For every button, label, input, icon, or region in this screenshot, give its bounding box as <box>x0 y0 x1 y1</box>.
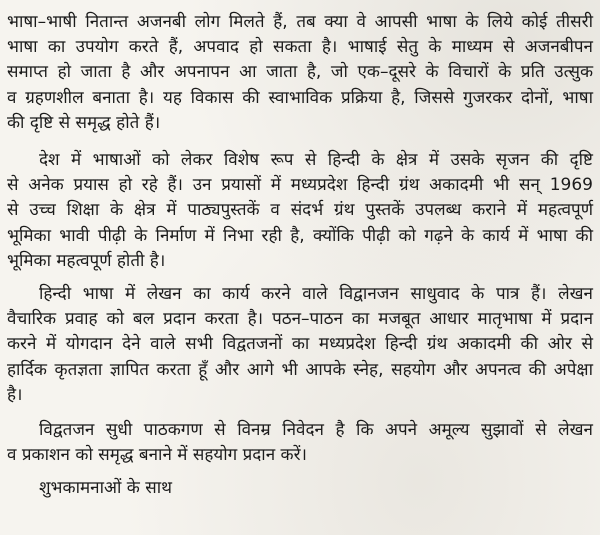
text-line: भाषा का उपयोग करते हैं, अपवाद हो सकता है। भाषाई सेतु के माध्यम से अजनबीपन <box>7 37 593 58</box>
paragraph-3 <box>7 282 593 408</box>
paragraph-4 <box>7 418 593 468</box>
text-line: विद्वतजन सुधी पाठकगण से विनम्र निवेदन है कि अपने अमूल्य सुझावों से लेखन <box>39 420 593 441</box>
document-page <box>7 10 593 502</box>
paragraph-2 <box>7 148 593 274</box>
text-line: हिन्दी भाषा में लेखन का कार्य करने वाले विद्वानजन साधुवाद के पात्र हैं। लेखन <box>39 284 593 305</box>
text-line: हार्दिक कृतज्ञता ज्ञापित करता हूँ और आगे भी आपके स्नेह, सहयोग और अपनत्व की अपेक्षा <box>7 359 593 380</box>
text-line: वैचारिक प्रवाह को बल प्रदान करता है। पठन–पाठन का मजबूत आधार मातृभाषा में प्रदान <box>7 309 593 330</box>
text-line: से उच्च शिक्षा के क्षेत्र में पाठ्यपुस्तकें व संदर्भ ग्रंथ पुस्तकें उपलब्ध कराने में महत्वपूर्ण <box>7 200 593 221</box>
text-line: शुभकामनाओं के साथ <box>39 478 172 499</box>
text-line: व प्रकाशन को समृद्ध बनाने में सहयोग प्रदान करें। <box>7 445 307 466</box>
text-line: है। <box>7 384 23 405</box>
text-line: व ग्रहणशील बनाता है। यह विकास की स्वाभाविक प्रक्रिया है, जिससे गुजरकर दोनों, भाषा <box>7 87 593 108</box>
text-line: देश में भाषाओं को लेकर विशेष रूप से हिन्दी के क्षेत्र में उसके सृजन की दृष्टि <box>39 150 593 171</box>
text-line: की दृष्टि से समृद्ध होते हैं। <box>7 112 161 133</box>
closing-line <box>7 476 593 501</box>
text-line: समाप्त हो जाता है और अपनापन आ जाता है, जो एक–दूसरे के विचारों के प्रति उत्सुक <box>7 62 593 83</box>
text-line: भूमिका भावी पीढ़ी के निर्माण में निभा रही है, क्योंकि पीढ़ी को गढ़ने के कार्य में भाषा की <box>7 225 593 246</box>
paragraph-1 <box>7 10 593 136</box>
text-line: भाषा–भाषी नितान्त अजनबी लोग मिलते हैं, तब क्या वे आपसी भाषा के लिये कोई तीसरी <box>7 12 593 32</box>
text-line: करने में योगदान देने वाले सभी विद्वतजनों का मध्यप्रदेश हिन्दी ग्रंथ अकादमी की ओर से <box>7 334 593 355</box>
text-line: भूमिका महत्वपूर्ण होती है। <box>7 250 166 271</box>
text-line: से अनेक प्रयास हो रहे हैं। उन प्रयासों में मध्यप्रदेश हिन्दी ग्रंथ अकादमी भी सन् 1969 <box>7 175 593 196</box>
